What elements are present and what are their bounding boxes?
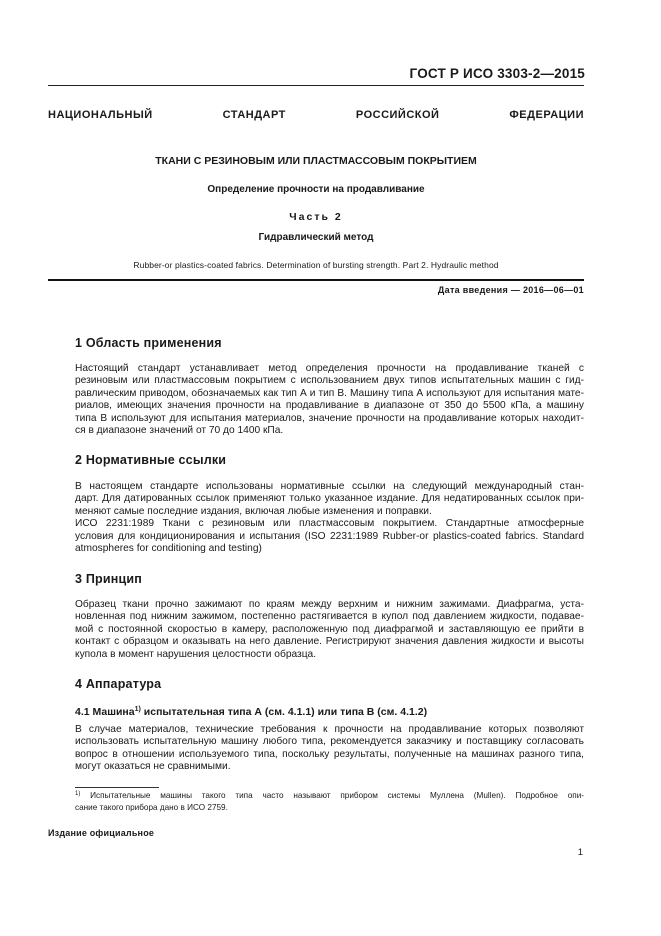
document-part: Часть 2 (289, 211, 343, 223)
national-word-1: НАЦИОНАЛЬНЫЙ (48, 109, 153, 121)
section-2-text (75, 481, 584, 555)
text-line: Образец ткани прочно зажимают по краям между верхним и нижним зажимами. Диафрагма, уста- (75, 599, 584, 610)
document-subtitle: Определение прочности на продавливание (207, 184, 425, 195)
section-4-text (75, 724, 584, 774)
section-3-text (75, 599, 584, 661)
subsection-4-1-heading (75, 706, 427, 718)
text-line: новленная под нижним зажимом, постепенно растягивается в купол под давлением жидкости, подавае- (75, 611, 584, 623)
text-line: меняют самые последние издания, включая любые изменения и поправки. (75, 505, 432, 517)
national-word-3: РОССИЙСКОЙ (355, 109, 440, 121)
footnote-mark: 1) (75, 791, 81, 797)
text-line: равлическим приводом, обозначаемых как тип А и тип В. Машину типа А используют для испытания мате- (75, 387, 584, 399)
text-line: риалов, имеющих значения прочности на продавливание в диапазоне от 350 до 5500 кПа, а машину (75, 400, 584, 412)
text-line: В настоящем стандарте использованы нормативные ссылки на следующий международный стан- (75, 481, 584, 492)
national-standard-heading (48, 109, 584, 122)
section-1-heading: 1 Область применения (75, 336, 222, 350)
header-rule (48, 85, 584, 86)
text-line: могут оказаться не сравнимыми. (75, 761, 231, 773)
introduction-date: Дата введения — 2016—06—01 (437, 285, 584, 295)
footnote-line: сание такого прибора дано в ИСО 2759. (75, 802, 228, 812)
footnote-reference[interactable]: 1) (134, 706, 141, 713)
section-3-heading: 3 Принцип (75, 572, 142, 586)
subsection-suffix: испытательная типа А (см. 4.1.1) или типа В (см. 4.1.2) (140, 706, 428, 718)
text-line: мой с постоянной скоростью в камеру, расположенную под диафрагмой и заставляющую ее прийти в (75, 623, 584, 635)
subsection-prefix: 4.1 Машина (75, 706, 135, 718)
text-line: купола в момент нарушения целостности образца. (75, 648, 317, 660)
document-title: ТКАНИ С РЕЗИНОВЫМ ИЛИ ПЛАСТМАССОВЫМ ПОКРЫТИЕМ (155, 155, 477, 167)
text-line: условия для кондиционирования и испытания (ISO 2231:1989 Rubber-or plastics-coated fabrics. Standard (75, 530, 584, 542)
text-line: дарт. Для датированных ссылок применяют только указанное издание. Для недатированных ссылок при- (75, 493, 584, 505)
footnote-rule (75, 787, 159, 788)
section-1-text (75, 363, 584, 437)
text-line: контакт с образцом и оказывать на него давление. Регистрируют значения давления жидкости и высоты (75, 636, 584, 648)
document-method: Гидравлический метод (258, 232, 374, 243)
text-line: использовать испытательную машину любого типа, рекомендуется заказчику и поставщику согласовать (75, 736, 584, 748)
footnote-text-1: Испытательные машины такого типа часто называют прибором системы Муллена (Mullen). Подробное опи- (80, 791, 584, 800)
text-line: ся в диапазоне значений от 70 до 1400 кПа. (75, 425, 284, 437)
national-word-4: ФЕДЕРАЦИИ (509, 109, 584, 121)
footnote-line (75, 789, 584, 802)
title-rule (48, 279, 584, 281)
section-2-heading: 2 Нормативные ссылки (75, 453, 227, 467)
section-4-heading: 4 Аппаратура (75, 677, 162, 691)
text-line: atmospheres for conditioning and testing) (75, 543, 262, 555)
national-word-2: СТАНДАРТ (222, 109, 286, 121)
footnote (75, 789, 584, 813)
text-line: вопрос в отношении используемого типа, поскольку результаты, полученные на машинах разного типа, (75, 748, 584, 760)
english-title: Rubber-or plastics-coated fabrics. Determination of bursting strength. Part 2. Hydraulic method (133, 260, 499, 270)
text-line: Настоящий стандарт устанавливает метод определения прочности на продавливание тканей с (75, 363, 584, 374)
official-edition-label: Издание официальное (48, 828, 155, 838)
standard-designation: ГОСТ Р ИСО 3303-2—2015 (409, 66, 585, 81)
page-number: 1 (577, 847, 583, 858)
text-line: резиновым или пластмассовым покрытием с использованием двух типов испытательных машин с гид- (75, 375, 584, 387)
text-line: типа В используют для испытания материалов, значение прочности на продавливание которых находит- (75, 412, 584, 424)
text-line: В случае материалов, технические требования к прочности на продавливание которых позволяют (75, 724, 584, 735)
text-line: ИСО 2231:1989 Ткани с резиновым или пластмассовым покрытием. Стандартные атмосферные (75, 518, 584, 530)
